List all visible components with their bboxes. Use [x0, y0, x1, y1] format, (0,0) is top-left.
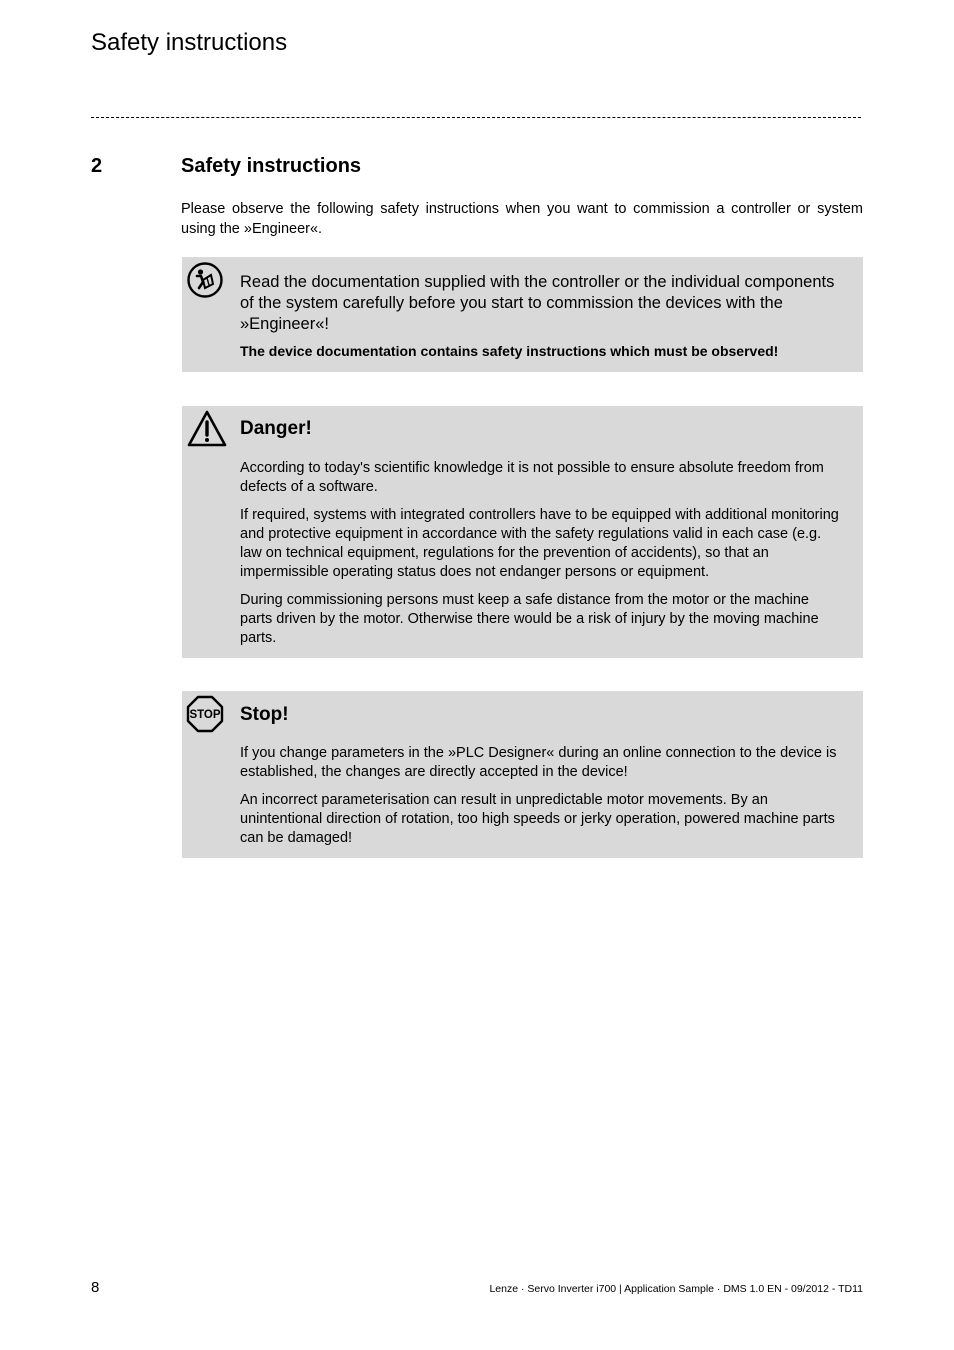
header-divider: [91, 117, 861, 118]
danger-content: [240, 459, 845, 657]
intro-paragraph: Please observe the following safety instructions when you want to commission a controller or system using the »Engineer«.: [181, 201, 863, 237]
danger-paragraph: According to today's scientific knowledge it is not possible to ensure absolute freedom from defects of a software.: [240, 460, 824, 496]
stop-title: Stop!: [240, 704, 289, 725]
stop-paragraph: An incorrect parameterisation can result in unpredictable motor movements. By an unintentional direction of rotation, too high speeds or jerky operation, powered machine parts can be damaged!: [240, 791, 835, 847]
note-text: Read the documentation supplied with the controller or the individual components of the system carefully before you start to commission the devices with the »Engineer«!: [240, 273, 835, 333]
stop-content: [240, 744, 845, 856]
note-bold-text: The device documentation contains safety instructions which must be observed!: [240, 343, 779, 359]
stop-paragraph: If you change parameters in the »PLC Designer« during an online connection to the device is established, the changes are directly accepted in the device!: [240, 745, 837, 781]
read-manual-icon: [186, 261, 224, 304]
danger-paragraph: During commissioning persons must keep a safe distance from the motor or the machine parts driven by the motor. Otherwise there would be a risk of injury by the moving machine parts.: [240, 591, 819, 647]
section-title: Safety instructions: [181, 155, 362, 177]
page-number: 8: [91, 1279, 100, 1296]
footer-reference: Lenze · Servo Inverter i700 | Application Sample · DMS 1.0 EN - 09/2012 - TD11: [489, 1283, 863, 1295]
note-content: [240, 272, 845, 361]
stop-sign-label: STOP: [189, 709, 221, 721]
stop-sign-icon: [186, 695, 224, 738]
stop-box: [182, 691, 863, 858]
warning-triangle-icon: [186, 409, 228, 454]
danger-title: Danger!: [240, 418, 312, 439]
page-header-title: Safety instructions: [91, 29, 288, 56]
danger-box: [182, 406, 863, 658]
danger-paragraph: If required, systems with integrated controllers have to be equipped with additional monitoring and protective equipment in accordance with the safety regulations valid in each case (e.g. law on technical equipment, regulations for the prevention of accidents), so that an impermissible operating status does not endanger persons or equipment.: [240, 506, 839, 581]
note-box: [182, 257, 863, 372]
section-number: 2: [91, 155, 103, 177]
